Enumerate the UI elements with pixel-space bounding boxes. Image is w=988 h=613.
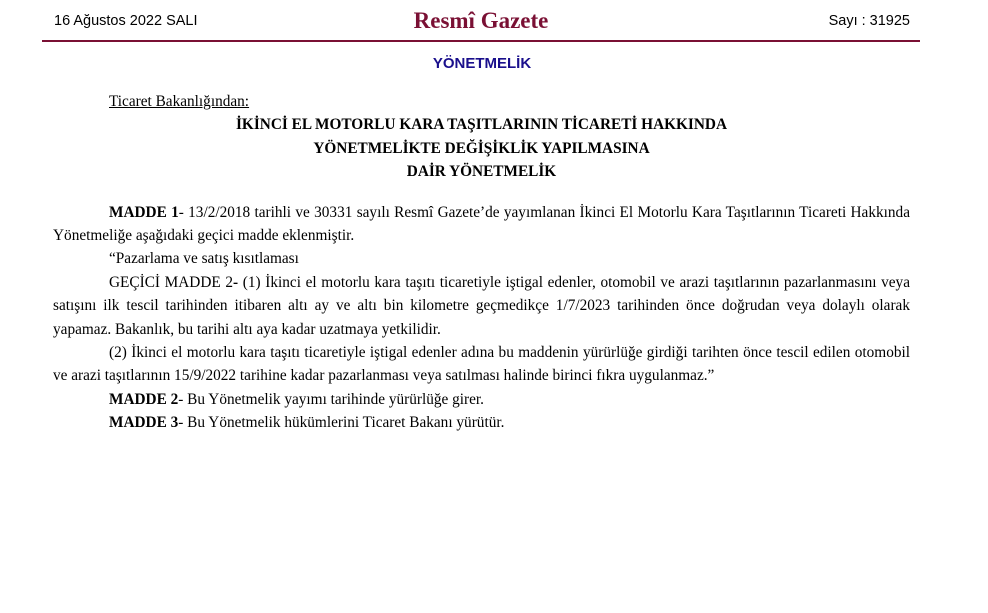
regulation-title-line: YÖNETMELİKTE DEĞİŞİKLİK YAPILMASINA <box>313 139 650 157</box>
article-2-text: - Bu Yönetmelik yayımı tarihinde yürürlüğe girer. <box>178 390 484 408</box>
temporary-article-text: (1) İkinci el motorlu kara taşıtı ticaretiyle iştigal edenler, otomobil ve arazi taşıtlarının pazarlanmasını veya satışını ilk tescil tarihinden itibaren altı ay ve altı bin kilometre geçmedikçe 1/7/2023 tarihinden önce doğrudan veya dolaylı olarak yapamaz. Bakanlık, bu tarihi altı aya kadar uzatmaya yetkilidir. <box>53 273 910 338</box>
issuing-authority: Ticaret Bakanlığından: <box>109 93 250 110</box>
regulation-title-line: İKİNCİ EL MOTORLU KARA TAŞITLARININ TİCARETİ HAKKINDA <box>235 116 728 134</box>
temporary-article-paragraph-2: (2) İkinci el motorlu kara taşıtı ticaretiyle iştigal edenler adına bu maddenin yürürlüğe girdiği tarihten önce tescil edilen otomobil ve arazi taşıtlarının 15/9/2022 tarihine kadar pazarlanması veya satılması halinde birinci fıkra uygulanmaz.” <box>53 344 910 385</box>
article-1-text: - 13/2/2018 tarihli ve 30331 sayılı Resmî Gazete’de yayımlanan İkinci El Motorlu Kara Taşıtlarının Ticareti Hakkında Yönetmeliğe aşağıdaki geçici madde eklenmiştir. <box>53 203 910 245</box>
article-3-text: - Bu Yönetmelik hükümlerini Ticaret Bakanı yürütür. <box>178 414 505 432</box>
article-3 <box>53 411 910 434</box>
gazette-header <box>42 0 920 42</box>
article-1 <box>53 201 910 248</box>
article-1-label: MADDE 1 <box>109 203 179 221</box>
publication-date: 16 Ağustos 2022 SALI <box>54 13 198 29</box>
regulation-title <box>53 113 910 183</box>
article-3-label: MADDE 3 <box>109 414 179 432</box>
article-2 <box>53 388 910 411</box>
issue-number: Sayı : 31925 <box>828 13 910 29</box>
temporary-article-dash: - <box>233 273 239 291</box>
section-heading: YÖNETMELİK <box>432 55 532 72</box>
temporary-article-label: GEÇİCİ MADDE 2 <box>109 273 234 291</box>
gazette-title: Resmî Gazete <box>413 8 549 33</box>
quote-heading: “Pazarlama ve satış kısıtlaması <box>109 250 299 268</box>
article-2-label: MADDE 2 <box>109 390 179 408</box>
regulation-document <box>53 90 910 435</box>
temporary-article-2 <box>53 271 910 341</box>
regulation-title-line: DAİR YÖNETMELİK <box>406 163 557 181</box>
